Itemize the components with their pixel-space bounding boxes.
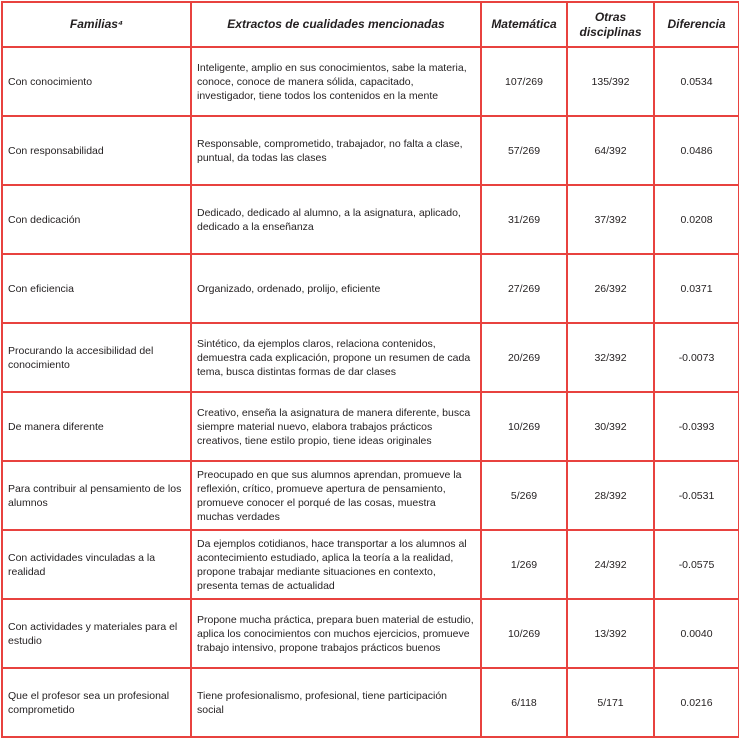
extractos-cell: Organizado, ordenado, prolijo, eficiente [191, 254, 481, 323]
otras-cell: 26/392 [567, 254, 654, 323]
matematica-cell: 20/269 [481, 323, 567, 392]
extractos-cell: Da ejemplos cotidianos, hace transportar a los alumnos al acontecimiento estudiado, aplica la teoría a la realidad, propone trabajar mediante situaciones en contexto, presenta temas de actualidad [191, 530, 481, 599]
header-extractos: Extractos de cualidades mencionadas [191, 2, 481, 47]
otras-cell: 32/392 [567, 323, 654, 392]
matematica-cell: 107/269 [481, 47, 567, 116]
diferencia-cell: 0.0371 [654, 254, 739, 323]
extractos-cell: Inteligente, amplio en sus conocimientos, sabe la materia, conoce, conoce de manera sólida, capacitado, investigador, tiene todos los contenidos en la mente [191, 47, 481, 116]
matematica-cell: 6/118 [481, 668, 567, 737]
header-otras-disciplinas: Otras disciplinas [567, 2, 654, 47]
matematica-cell: 10/269 [481, 392, 567, 461]
diferencia-cell: -0.0531 [654, 461, 739, 530]
familia-cell: Con dedicación [2, 185, 191, 254]
table-row [2, 323, 739, 392]
otras-cell: 28/392 [567, 461, 654, 530]
familia-cell: Con responsabilidad [2, 116, 191, 185]
otras-cell: 64/392 [567, 116, 654, 185]
diferencia-cell: -0.0073 [654, 323, 739, 392]
qualities-table [1, 1, 739, 738]
header-familias: Familias⁴ [2, 2, 191, 47]
table-row [2, 185, 739, 254]
familia-cell: Procurando la accesibilidad del conocimiento [2, 323, 191, 392]
extractos-cell: Sintético, da ejemplos claros, relaciona contenidos, demuestra cada explicación, propone un resumen de cada tema, busca distintas formas de dar clases [191, 323, 481, 392]
table-row [2, 461, 739, 530]
otras-cell: 13/392 [567, 599, 654, 668]
table-row [2, 116, 739, 185]
extractos-cell: Dedicado, dedicado al alumno, a la asignatura, aplicado, dedicado a la enseñanza [191, 185, 481, 254]
diferencia-cell: -0.0393 [654, 392, 739, 461]
diferencia-cell: 0.0040 [654, 599, 739, 668]
matematica-cell: 31/269 [481, 185, 567, 254]
otras-cell: 5/171 [567, 668, 654, 737]
extractos-cell: Tiene profesionalismo, profesional, tiene participación social [191, 668, 481, 737]
extractos-cell: Responsable, comprometido, trabajador, no falta a clase, puntual, da todas las clases [191, 116, 481, 185]
matematica-cell: 10/269 [481, 599, 567, 668]
familia-cell: Con actividades vinculadas a la realidad [2, 530, 191, 599]
table-row [2, 47, 739, 116]
table-row [2, 254, 739, 323]
matematica-cell: 1/269 [481, 530, 567, 599]
otras-cell: 37/392 [567, 185, 654, 254]
header-matematica: Matemática [481, 2, 567, 47]
otras-cell: 30/392 [567, 392, 654, 461]
otras-cell: 24/392 [567, 530, 654, 599]
table-row [2, 392, 739, 461]
familia-cell: De manera diferente [2, 392, 191, 461]
header-row [2, 2, 739, 47]
extractos-cell: Preocupado en que sus alumnos aprendan, promueve la reflexión, crítico, promueve apertura de pensamiento, promueve conocer el porqué de las cosas, muestra muchas verdades [191, 461, 481, 530]
matematica-cell: 27/269 [481, 254, 567, 323]
diferencia-cell: -0.0575 [654, 530, 739, 599]
extractos-cell: Propone mucha práctica, prepara buen material de estudio, aplica los conocimientos con muchos ejercicios, promueve trabajo intensivo, propone trabajos prácticos buenos [191, 599, 481, 668]
extractos-cell: Creativo, enseña la asignatura de manera diferente, busca siempre material nuevo, elabora trabajos prácticos creativos, tiene estilo propio, tiene ideas originales [191, 392, 481, 461]
familia-cell: Que el profesor sea un profesional comprometido [2, 668, 191, 737]
familia-cell: Para contribuir al pensamiento de los alumnos [2, 461, 191, 530]
matematica-cell: 5/269 [481, 461, 567, 530]
otras-cell: 135/392 [567, 47, 654, 116]
header-diferencia: Diferencia [654, 2, 739, 47]
table-row [2, 668, 739, 737]
familia-cell: Con actividades y materiales para el estudio [2, 599, 191, 668]
familia-cell: Con conocimiento [2, 47, 191, 116]
diferencia-cell: 0.0486 [654, 116, 739, 185]
table-row [2, 599, 739, 668]
matematica-cell: 57/269 [481, 116, 567, 185]
diferencia-cell: 0.0208 [654, 185, 739, 254]
familia-cell: Con eficiencia [2, 254, 191, 323]
diferencia-cell: 0.0534 [654, 47, 739, 116]
table-row [2, 530, 739, 599]
diferencia-cell: 0.0216 [654, 668, 739, 737]
